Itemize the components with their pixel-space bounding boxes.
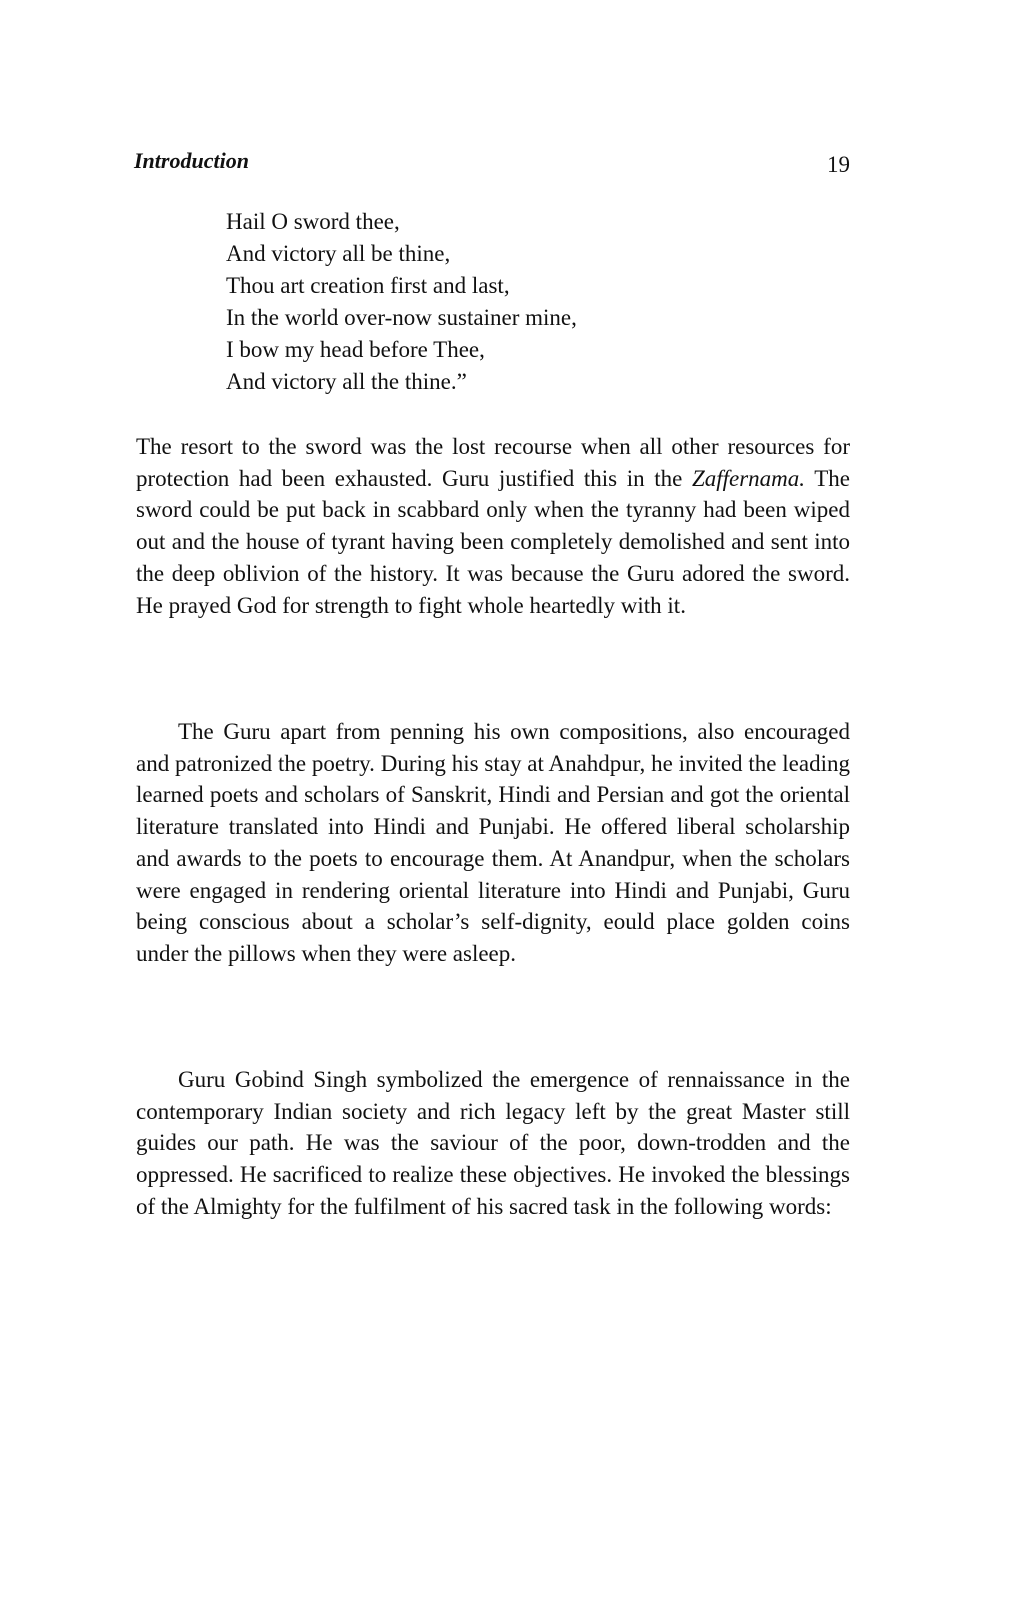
verse-line: In the world over-now sustainer mine,	[226, 305, 577, 330]
page-number: 19	[827, 152, 850, 177]
book-title-emphasis: Zaffernama.	[691, 465, 806, 491]
verse-line: And victory all be thine,	[226, 241, 451, 266]
paragraph-renaissance: Guru Gobind Singh symbolized the emergence of rennaissance in the contemporary Indian society and rich legacy left by the great Master still guides our path. He was the saviour of the poor, down-trodden and the oppressed. He sacrificed to realize these objectives. He invoked the blessings of the Almighty for the fulfilment of his sacred task in the following words:	[136, 1067, 850, 1219]
paragraph-sword-resort	[136, 431, 850, 621]
verse-line: Hail O sword thee,	[226, 209, 400, 234]
verse-line: Thou art creation first and last,	[226, 273, 510, 298]
verse-line: And victory all the thine.”	[226, 369, 467, 394]
running-title: Introduction	[134, 148, 249, 173]
page-header	[134, 148, 850, 180]
paragraph-text: The sword could be put back in scabbard only when the tyranny had been wiped out and the house of tyrant having been completely demolished and sent into the deep oblivion of the history. It was because the Guru adored the sword. He prayed God for strength to fight whole heartedly with it.	[136, 465, 850, 618]
paragraph-poetry-patronage: The Guru apart from penning his own compositions, also encouraged and patronized the poetry. During his stay at Anahdpur, he invited the leading learned poets and scholars of Sanskrit, Hindi and Persian and got the oriental literature translated into Hindi and Punjabi. He offered liberal scholarship and awards to the poets to encourage them. At Anandpur, when the scholars were engaged in rendering oriental literature into Hindi and Punjabi, Guru being conscious about a scholar’s self-dignity, eould place golden coins under the pillows when they were asleep.	[136, 719, 850, 966]
verse-line: I bow my head before Thee,	[226, 337, 485, 362]
paragraph-text: The resort to the sword was the lost recourse when all other resources for protection had been exhausted. Guru justified this in the	[136, 434, 850, 491]
verse-quotation	[226, 206, 726, 398]
